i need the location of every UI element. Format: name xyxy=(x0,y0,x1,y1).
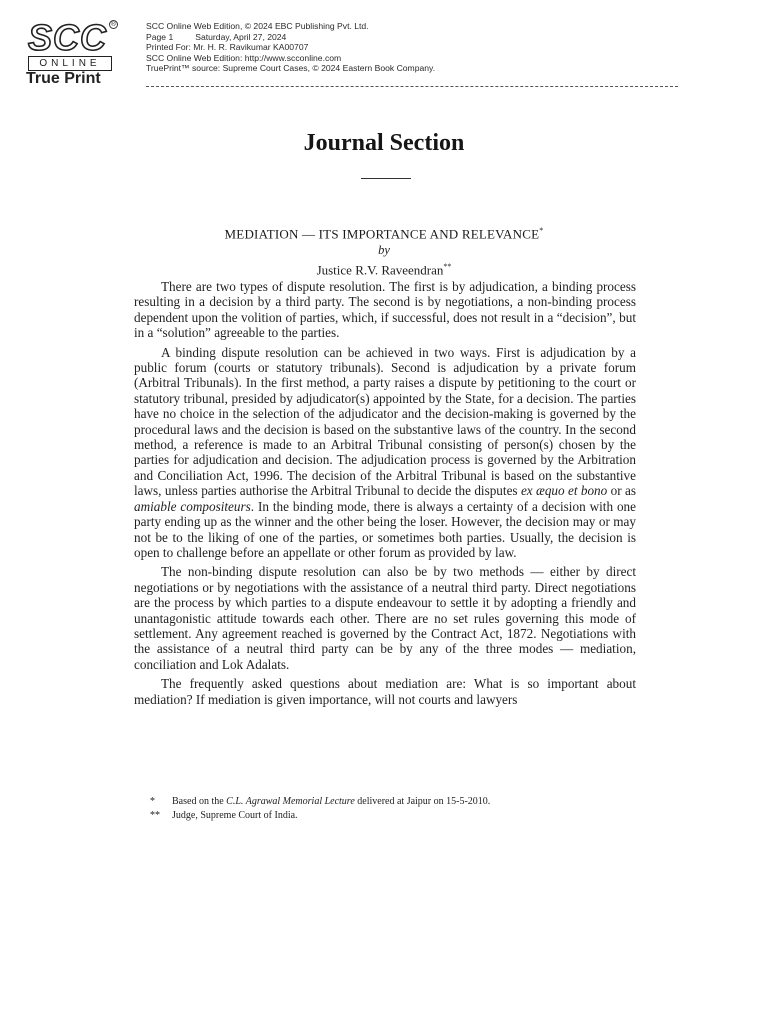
author-footnote-mark: ** xyxy=(443,262,452,271)
footnote-1-text-b: delivered at Jaipur on 15-5-2010. xyxy=(354,796,491,807)
logo-subbrand: ONLINE xyxy=(28,56,112,71)
footnote-1-mark: * xyxy=(150,796,155,807)
footnote-2-text: Judge, Supreme Court of India. xyxy=(172,810,298,821)
paragraph-4: The frequently asked questions about mediation are: What is so important about mediation? If mediation is given importance, will not courts and lawyers xyxy=(134,676,636,707)
french-term-amiable-compositeurs: amiable compositeurs xyxy=(134,498,251,514)
footnotes xyxy=(150,795,630,823)
paragraph-2 xyxy=(134,345,636,561)
header-divider xyxy=(146,86,678,87)
title-footnote-mark: * xyxy=(539,226,544,235)
paragraph-2-text-a: A binding dispute resolution can be achieved in two ways. First is adjudication by a public forum (courts or statutory tribunals). Second is adjudication by a private forum (Arbitral Tribunals). In the first method, a party raises a dispute by petitioning to the court or statutory tribunal, presided by adjudicator(s) appointed by the State, for a decision. The parties have no choice in the selection of the adjudicator and the decision-making is governed by the procedural laws and the decision is based on the substantive laws of the country. In the second method, a reference is made to an Arbitral Tribunal consisting of person(s) chosen by the parties for adjudication and decision. The adjudication process is governed by the Arbitration and Conciliation Act, 1996. The decision of the Arbitral Tribunal is based on the substantive laws, unless parties authorise the Arbitral Tribunal to decide the disputes xyxy=(134,344,636,499)
page-date-line xyxy=(146,32,686,43)
latin-term-ex-aequo: ex æquo et bono xyxy=(520,483,608,499)
paragraph-2-text-b: or as xyxy=(607,483,636,499)
footnote-1 xyxy=(150,795,630,809)
source-line: TruePrint™ source: Supreme Court Cases, © 2024 Eastern Book Company. xyxy=(146,63,436,73)
paragraph-1: There are two types of dispute resolution. The first is by adjudication, a binding process resulting in a decision by a third party. The second is by negotiations, a non-binding process dependent upon the volition of parties, which, if successful, does not result in a “decision”, but in a “solution” agreeable to the parties. xyxy=(134,279,636,341)
title-divider xyxy=(361,178,411,179)
print-info-block xyxy=(146,21,686,74)
page-label: Page 1 xyxy=(146,31,174,42)
article-author xyxy=(0,259,768,278)
scc-online-true-print-logo xyxy=(26,17,122,87)
article-byline: by xyxy=(378,243,390,257)
paragraph-3: The non-binding dispute resolution can also be by two methods — either by direct negotiations or by negotiations with the assistance of a neutral third party. Direct negotiations are the process by which parties to a dispute endeavour to settle it by adopting a friendly and unantagonistic attitude towards each other. There are no set rules governing this mode of settlement. Any agreement reached is governed by the Contract Act, 1872. Negotiations with the assistance of a neutral third party can be by any of the three modes — mediation, conciliation and Lok Adalats. xyxy=(134,564,636,672)
author-name: Justice R.V. Raveendran xyxy=(316,262,444,278)
logo-brand: SCC xyxy=(28,17,108,58)
footnote-1-lecture-name: C.L. Agrawal Memorial Lecture xyxy=(226,796,355,807)
web-edition-line: SCC Online Web Edition: http://www.scconline.com xyxy=(146,52,342,63)
paragraph-2-text-c: . In the binding mode, there is always a certainty of a decision with one party ending up as the winner and the other being the loser. However, the decision may or may not be to the liking of one of the parties, or sometimes both parties. Usually, the decision is open to challenge before an appellate or other forum as provided by law. xyxy=(134,498,636,560)
print-date: Saturday, April 27, 2024 xyxy=(195,31,287,42)
footnote-2 xyxy=(150,809,630,823)
edition-line: SCC Online Web Edition, © 2024 EBC Publishing Pvt. Ltd. xyxy=(146,21,369,31)
article-title xyxy=(0,223,768,242)
logo-product: True Print xyxy=(26,70,101,87)
footnote-2-mark: ** xyxy=(150,810,160,821)
article-title-text: MEDIATION — ITS IMPORTANCE AND RELEVANCE xyxy=(224,226,540,242)
section-title: Journal Section xyxy=(303,130,465,156)
footnote-1-text-a: Based on the xyxy=(172,796,227,807)
registered-mark: ® xyxy=(110,21,117,28)
article-body xyxy=(134,279,636,707)
printed-for-line: Printed For: Mr. H. R. Ravikumar KA00707 xyxy=(146,42,309,52)
